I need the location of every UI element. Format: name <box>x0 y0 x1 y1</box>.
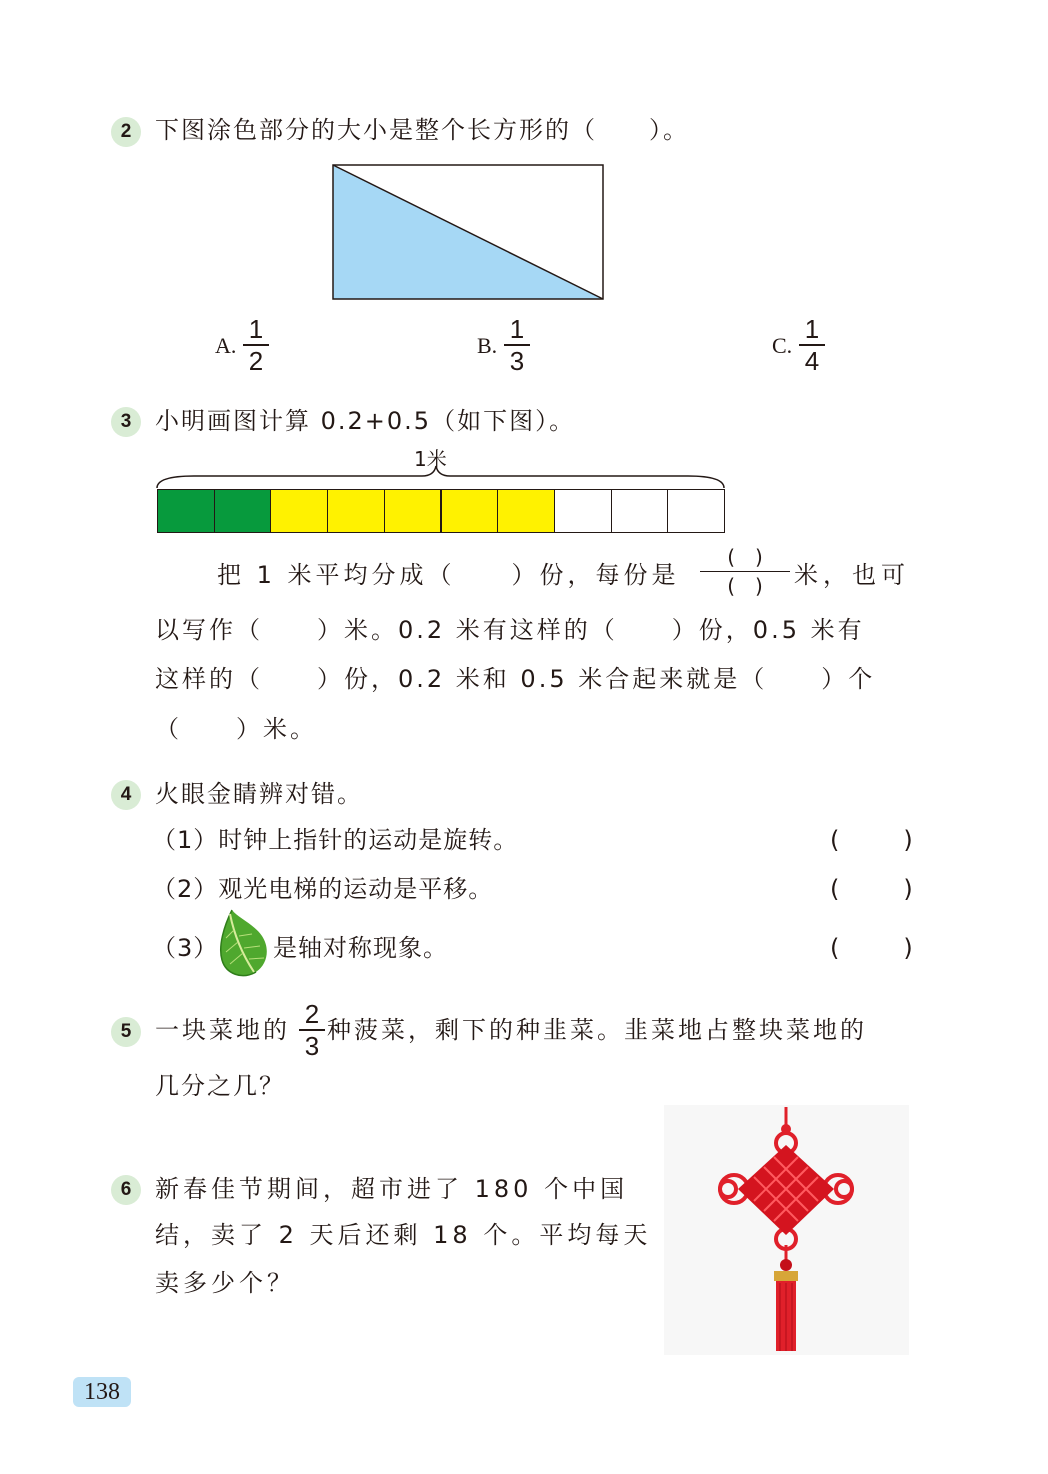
question-3-text: 小明画图计算 0.2+0.5（如下图）。 <box>155 407 576 435</box>
meter-segment <box>214 489 272 533</box>
meter-segment <box>327 489 385 533</box>
q4-item-2: （2）观光电梯的运动是平移。 <box>152 875 494 903</box>
meter-segment <box>157 489 215 533</box>
q3-line2: 以写作（ ）米。0.2 米有这样的（ ）份，0.5 米有 <box>155 616 865 644</box>
question-4-text: 火眼金睛辨对错。 <box>155 780 363 808</box>
q4-item-1-answer: ( ) <box>830 826 933 854</box>
question-2-text: 下图涂色部分的大小是整个长方形的（ ）。 <box>155 116 689 144</box>
blank-denominator: ( ) <box>727 574 763 598</box>
blank-numerator: ( ) <box>727 545 763 569</box>
q5-text-a: 一块菜地的 <box>155 1016 290 1044</box>
leaf-image <box>218 908 270 982</box>
curly-brace <box>154 464 728 490</box>
question-number-2: 2 <box>111 117 141 147</box>
meter-segment <box>384 489 442 533</box>
option-b-fraction: 1 3 <box>502 315 532 375</box>
q3-blank-fraction <box>700 545 790 598</box>
question-number-5: 5 <box>111 1017 141 1047</box>
q4-item-1: （1）时钟上指针的运动是旋转。 <box>152 826 519 854</box>
q3-line3: 这样的（ ）份，0.2 米和 0.5 米合起来就是（ ）个 <box>155 665 876 693</box>
page-number: 138 <box>73 1377 131 1407</box>
brace-label: 1米 <box>414 447 447 471</box>
meter-segment <box>441 489 499 533</box>
chinese-knot-image <box>664 1105 909 1355</box>
q3-line1-a: 把 1 米平均分成（ ）份，每份是 <box>217 561 680 589</box>
q4-item-2-answer: ( ) <box>830 875 933 903</box>
option-a-fraction: 1 2 <box>241 315 271 375</box>
shaded-rectangle-diagram <box>330 162 606 302</box>
option-b-label: B. <box>477 333 498 358</box>
q5-text-b: 种菠菜，剩下的种韭菜。韭菜地占整块菜地的 <box>327 1016 867 1044</box>
meter-segment <box>497 489 555 533</box>
option-a-label: A. <box>215 333 237 358</box>
q6-line3: 卖多少个？ <box>155 1269 295 1297</box>
option-c-fraction: 1 4 <box>797 315 827 375</box>
meter-segment <box>270 489 328 533</box>
question-number-4: 4 <box>111 780 141 810</box>
q4-item-3: （3） <box>152 934 219 962</box>
q3-line4: （ ）米。 <box>155 715 317 743</box>
q6-line2: 结，卖了 2 天后还剩 18 个。平均每天 <box>155 1221 652 1249</box>
question-number-6: 6 <box>111 1175 141 1205</box>
option-c-label: C. <box>772 333 793 358</box>
meter-segment <box>667 489 725 533</box>
q6-line1: 新春佳节期间，超市进了 180 个中国 <box>155 1175 629 1203</box>
q4-item-3-answer: ( ) <box>830 934 933 962</box>
q3-line1-b: 米，也可 <box>794 561 910 589</box>
question-number-3: 3 <box>111 407 141 437</box>
q4-item-3-after: 是轴对称现象。 <box>273 934 448 962</box>
meter-segment <box>554 489 612 533</box>
q5-line2: 几分之几？ <box>155 1072 285 1100</box>
meter-segment <box>611 489 669 533</box>
q5-fraction: 2 3 <box>297 1000 327 1060</box>
